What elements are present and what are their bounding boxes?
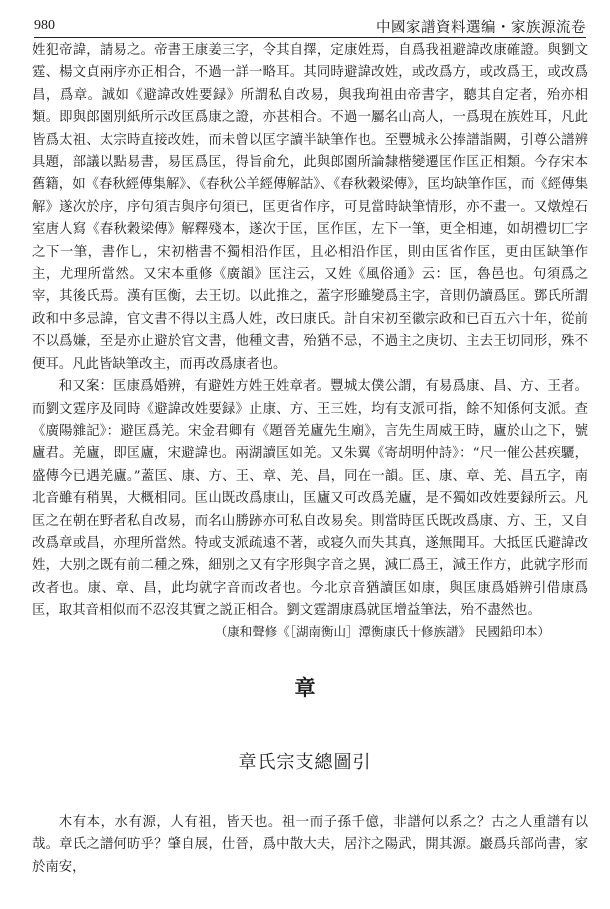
article-body xyxy=(32,812,588,879)
main-text xyxy=(32,40,588,623)
page-header xyxy=(34,14,586,38)
paragraph-continued: 姓犯帝諱，請易之。帝書王康姜三字，令其自擇，定康姓焉，自爲我祖避諱改康確證。與劉文霆、楊文貞兩序亦正相合，不過一詳一略耳。其同時避諱改姓，或改爲方，或改爲王，或改爲昌，爲章。誠如《避諱改姓要録》所謂私自改易，與我珣祖由帝書字，聽其自定者，殆亦相類。即與郎園別紙所示改匡爲康之證，亦甚相合。不過一屬名山高人，一爲現在族姓耳，凡此皆爲太祖、太宗時直接改姓，而未曾以匡字讀半缺筆作也。至豐城永公捧譜詣闕，引尊公譜辨具題，部議以點易書，易匡爲匡，得旨俞允，此與郎園所論隸楷變遷匡作匡正相類。今存宋本舊籍，如《春秋經傳集解》、《春秋公羊經傳解詁》、《春秋穀梁傳》，匡均缺筆作匡，而《經傳集解》遂次於序，序句須吉與序句須已，匡更省作序，可見當時缺筆情形，亦不畫一。又燉煌石室唐人寫《春秋穀梁傳》解釋殘本，遂次于匡，匡作匡，左下一筆，更全相連，如胡禮切匚字之下一筆，書作乚，宋初楷書不獨相沿作匡，且必相沿作匡，則由匡省作匡，更由匡缺筆作主，尤理所當然。又宋本重修《廣韻》匡注云，又姓《風俗通》云：匡，魯邑也。句須爲之宰，其後氏焉。漢有匡衡，去王切。以此推之，蓋字形雖變爲主字，音則仍讀爲匡。鄧氏所謂政和中多忌諱，官文書不得以主爲人姓，改曰康氏。計自宋初至徽宗政和已百五六十年，從前不以爲嫌，至是亦止避於官文書，他種文書，殆猶不忌，不過主之庚切、主去王切同形，殊不便耳。凡此皆缺筆改主，而再改爲康者也。 xyxy=(32,43,588,372)
article-paragraph: 木有本，水有源，人有祖，皆天也。祖一而子孫千億，非譜何以系之？古之人重譜有以哉。章氏之譜何昉乎？肇自展，仕晉，爲中散大夫，居汴之陽武，開其源。巖爲兵部尚書，家於南安， xyxy=(32,815,588,875)
article-title: 章氏宗支總圖引 xyxy=(238,752,372,773)
surname-heading: 章 xyxy=(294,675,316,700)
running-title: 中國家譜資料選编・家族源流卷 xyxy=(376,20,586,36)
paragraph-note: 和又案：匡康爲婚辨，有避姓方姓王姓章者。豐城太僕公謂，有易爲康、昌、方、王者。而劉文霆序及同時《避諱改姓要録》止康、方、王三姓，均有支派可指，餘不知係何支派。查《廣陽雜記》：避匡爲羌。宋金君卿有《題晉羌廬先生廟》，言先生周威王時，廬於山之下，號廬君。羌廬，即匡廬，宋避諱也。兩湖讀匡如羌。又朱翼《寄胡明仲詩》：“尺一催公甚疾驪，盛傳今已遇羌廬。”蓋匡、康、方、王、章、羌、昌，同在一韻。匡、康、章、羌、昌五字，南北音雖有稍異，大概相同。匡山既改爲康山，匡廬又可改爲羌廬，是不獨如改姓要録所云。凡匡之在朝在野者私自改易，而名山勝跡亦可私自改易矣。則當時匡氏既改爲康、方、王，又自改爲章或昌，亦理所當然。特或支派疏遠不著，或寝久而失其真，遂無聞耳。大抵匡氏避諱改姓，大别之既有前二種之殊，細别之又有字形與字音之異，減匸爲王，減王作方，此就字形而改者也。康、章、昌，此均就字音而改者也。今北京音猶讀匡如康，與匡康爲婚辨引借康爲匡，取其音相似而不忍沒其實之説正相合。劉文霆謂康爲就匡增益筆法，殆不盡然也。 xyxy=(32,379,588,619)
header-rule xyxy=(34,37,586,38)
source-citation: （康和聲修《［湖南衡山］潭衡康氏十修族譜》 民國鉛印本） xyxy=(214,624,550,639)
page-number: 980 xyxy=(34,18,55,33)
